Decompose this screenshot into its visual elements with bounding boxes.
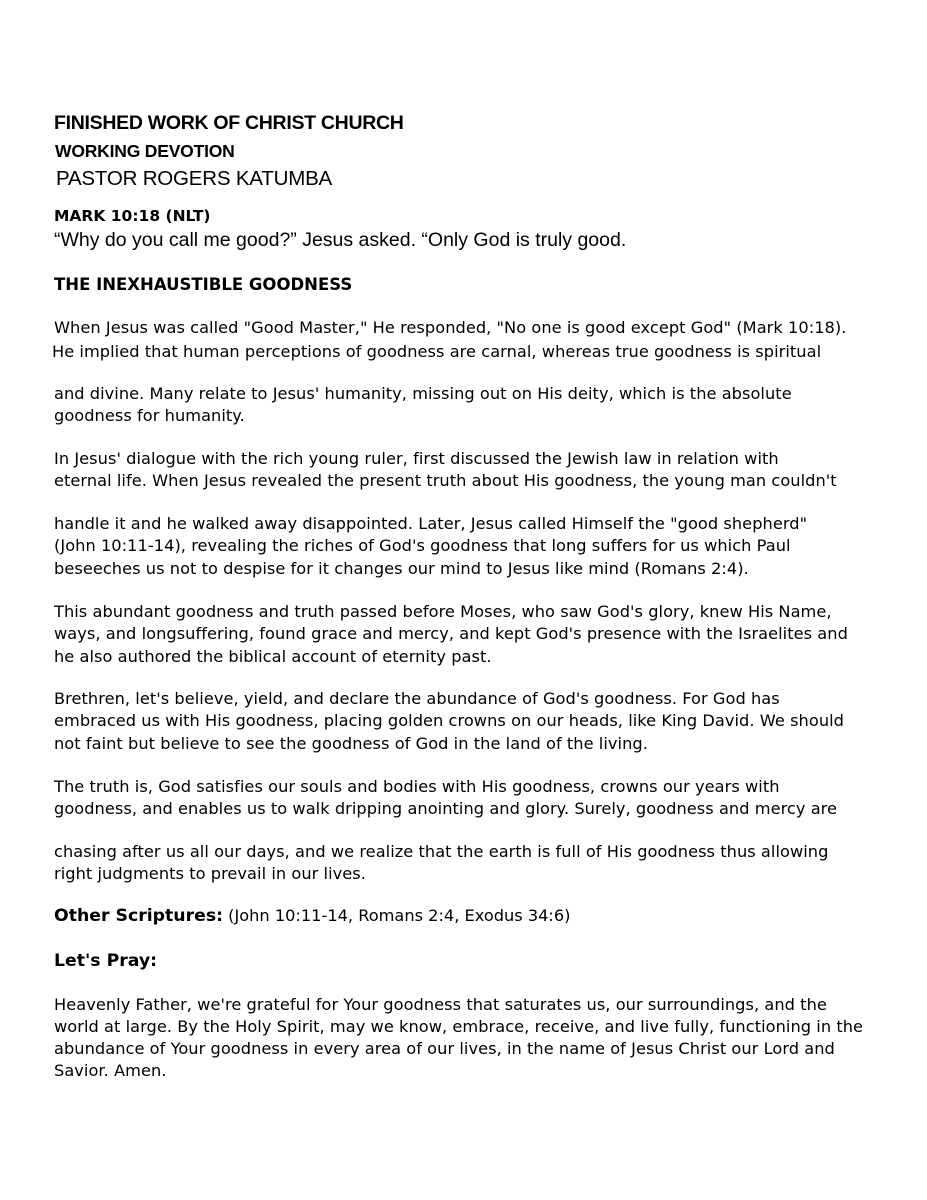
body-line: eternal life. When Jesus revealed the present truth about His goodness, the young man couldn't bbox=[54, 471, 837, 490]
other-scriptures bbox=[54, 906, 571, 926]
church-name: FINISHED WORK OF CHRIST CHURCH bbox=[54, 112, 404, 134]
body-line: This abundant goodness and truth passed before Moses, who saw God's glory, knew His Name, bbox=[54, 602, 832, 621]
body-line: When Jesus was called "Good Master," He responded, "No one is good except God" (Mark 10:18). bbox=[54, 318, 847, 337]
body-line: He implied that human perceptions of goodness are carnal, whereas true goodness is spiritual bbox=[52, 342, 822, 361]
scripture-reference: MARK 10:18 (NLT) bbox=[54, 207, 211, 225]
scripture-text: “Why do you call me good?” Jesus asked. “Only God is truly good. bbox=[54, 229, 627, 251]
body-line: beseeches us not to despise for it changes our mind to Jesus like mind (Romans 2:4). bbox=[54, 559, 749, 578]
prayer-line: abundance of Your goodness in every area of our lives, in the name of Jesus Christ our Lord and bbox=[54, 1039, 835, 1058]
prayer-line: world at large. By the Holy Spirit, may we know, embrace, receive, and live fully, functioning in the bbox=[54, 1017, 864, 1036]
body-line: Brethren, let's believe, yield, and declare the abundance of God's goodness. For God has bbox=[54, 689, 780, 708]
other-scriptures-refs: (John 10:11-14, Romans 2:4, Exodus 34:6) bbox=[223, 906, 571, 925]
body-line: goodness for humanity. bbox=[54, 406, 245, 425]
body-line: goodness, and enables us to walk dripping anointing and glory. Surely, goodness and mercy are bbox=[54, 799, 838, 818]
body-line: and divine. Many relate to Jesus' humanity, missing out on His deity, which is the absolute bbox=[54, 384, 792, 403]
body-line: handle it and he walked away disappointed. Later, Jesus called Himself the "good shepherd" bbox=[54, 514, 808, 533]
devotion-label: WORKING DEVOTION bbox=[55, 141, 235, 161]
body-line: In Jesus' dialogue with the rich young ruler, first discussed the Jewish law in relation with bbox=[54, 449, 779, 468]
body-line: right judgments to prevail in our lives. bbox=[54, 864, 366, 883]
pastor-name: PASTOR ROGERS KATUMBA bbox=[56, 167, 333, 190]
prayer-line: Heavenly Father, we're grateful for Your goodness that saturates us, our surroundings, and the bbox=[54, 995, 827, 1014]
body-line: he also authored the biblical account of eternity past. bbox=[54, 647, 492, 666]
body-line: ways, and longsuffering, found grace and mercy, and kept God's presence with the Israelites and bbox=[54, 624, 848, 643]
prayer-line: Savior. Amen. bbox=[54, 1061, 167, 1080]
prayer-heading: Let's Pray: bbox=[54, 951, 158, 971]
body-line: The truth is, God satisfies our souls and bodies with His goodness, crowns our years with bbox=[54, 777, 780, 796]
body-line: (John 10:11-14), revealing the riches of God's goodness that long suffers for us which Paul bbox=[54, 536, 791, 555]
other-scriptures-label: Other Scriptures: bbox=[54, 906, 224, 926]
body-line: chasing after us all our days, and we realize that the earth is full of His goodness thus allowing bbox=[54, 842, 829, 861]
body-line: not faint but believe to see the goodness of God in the land of the living. bbox=[54, 734, 648, 753]
body-line: embraced us with His goodness, placing golden crowns on our heads, like King David. We should bbox=[54, 711, 845, 730]
devotion-title: THE INEXHAUSTIBLE GOODNESS bbox=[54, 275, 353, 294]
